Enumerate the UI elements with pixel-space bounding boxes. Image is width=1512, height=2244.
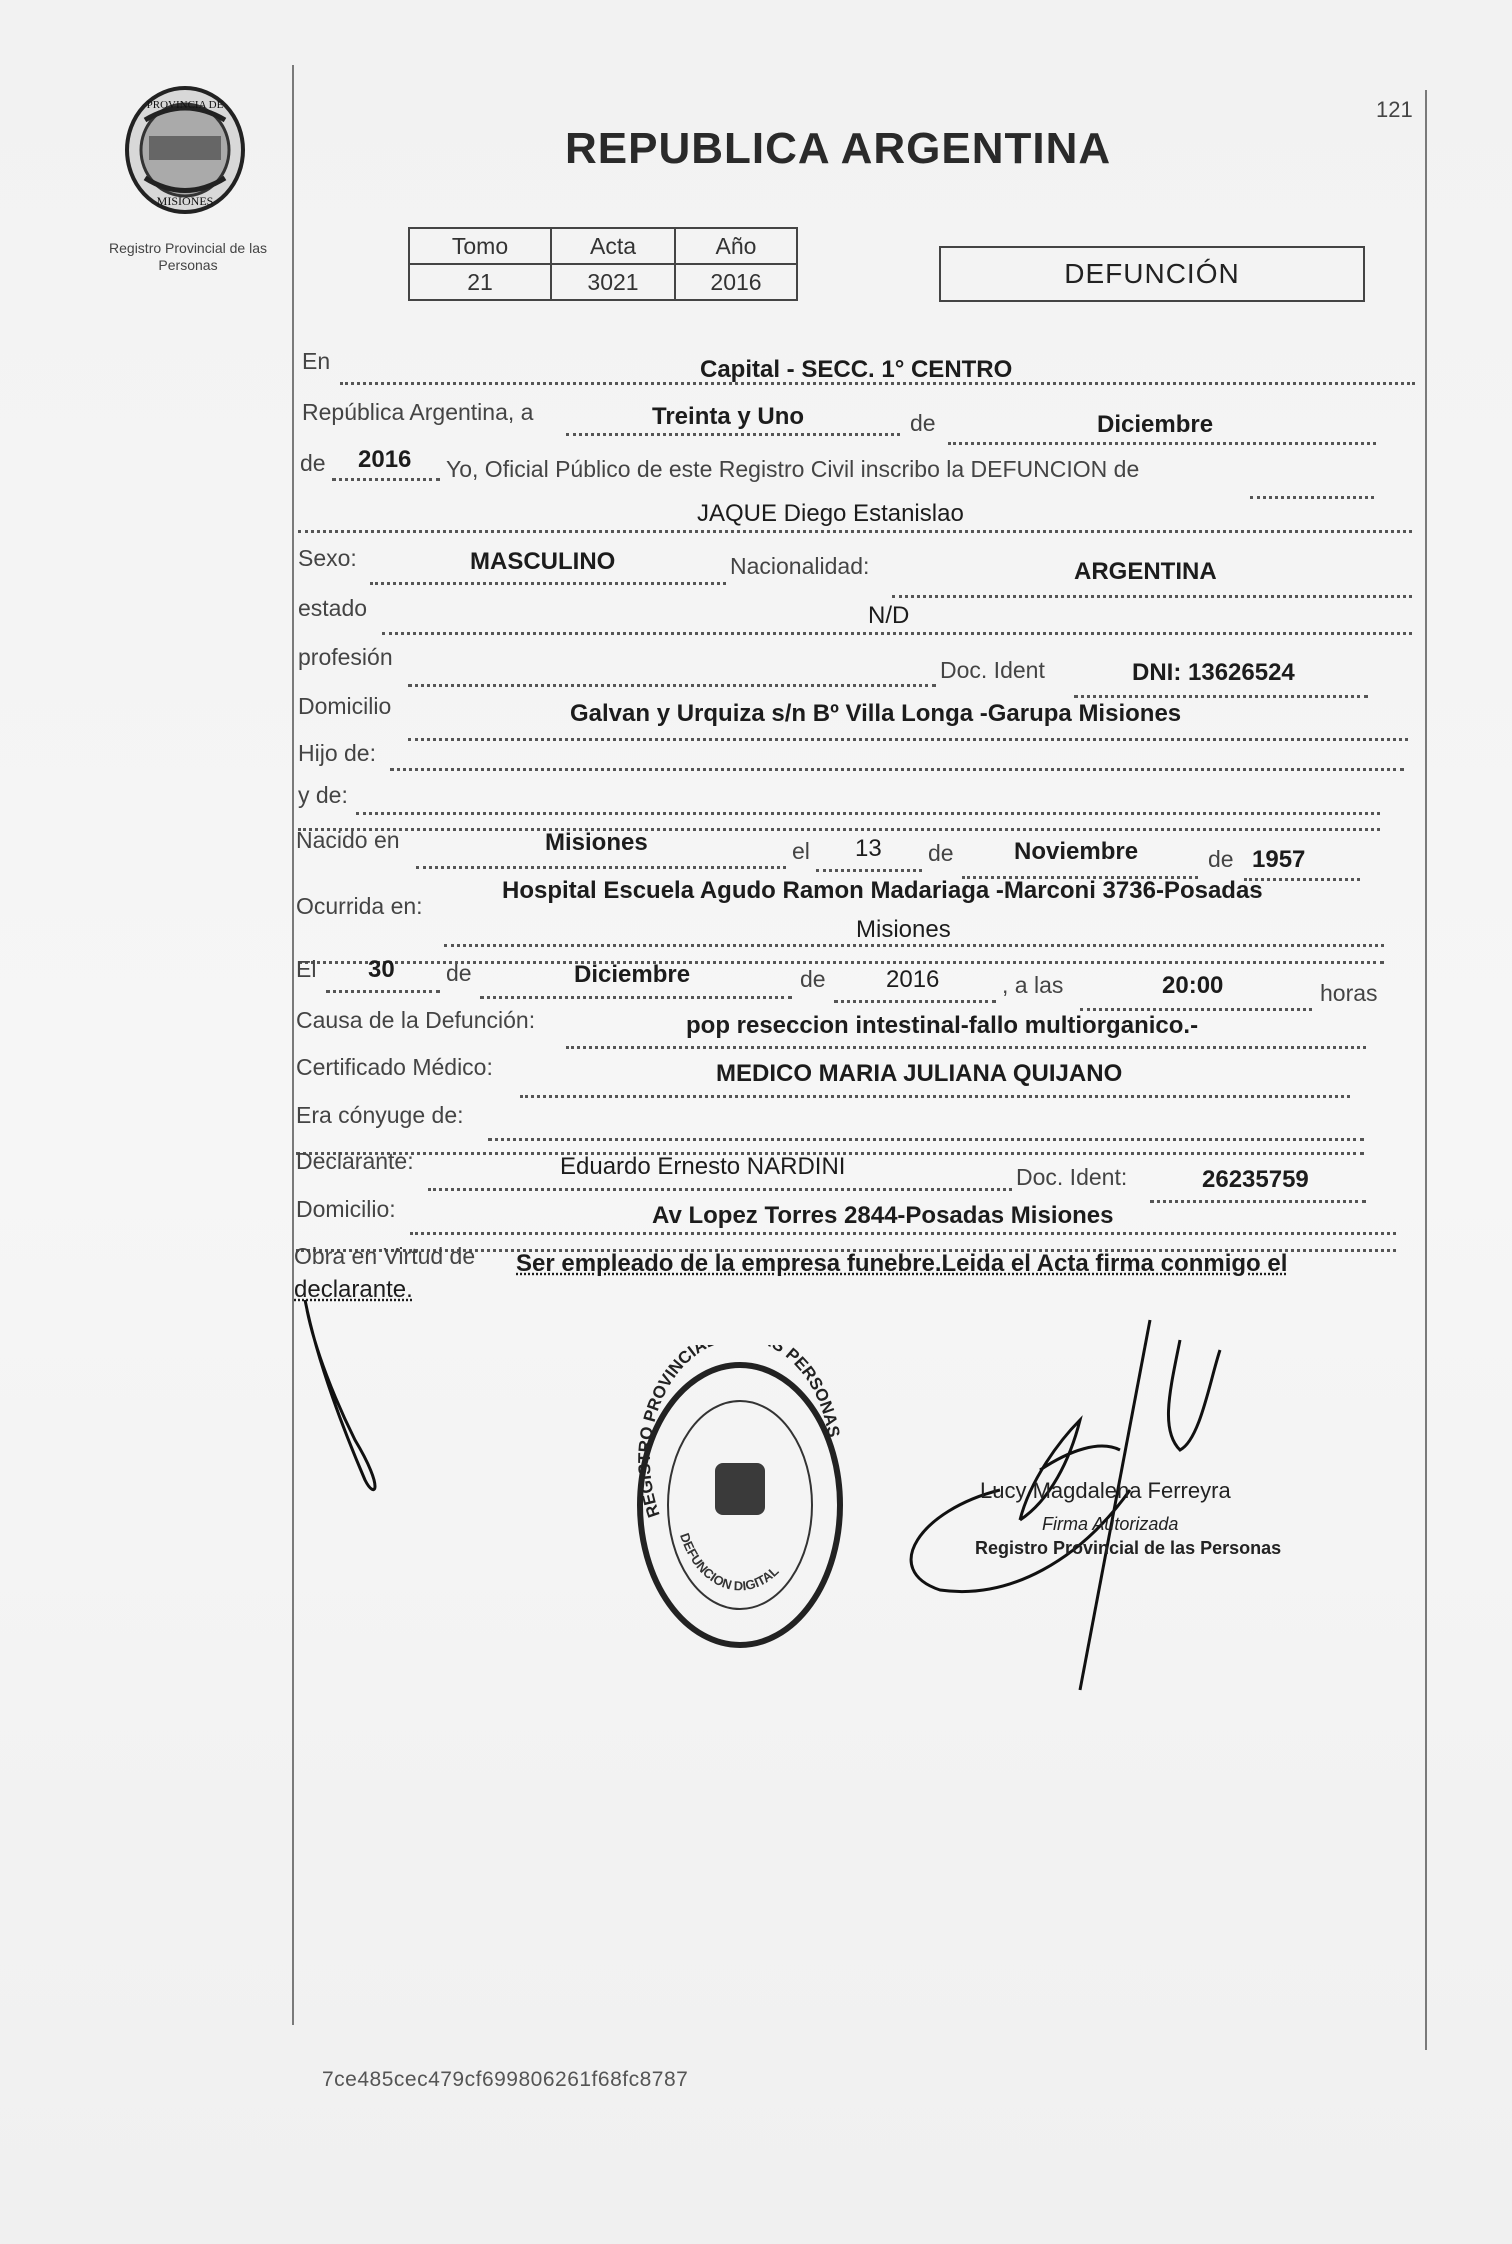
acta-header: Acta [551,228,675,264]
tomo-header: Tomo [409,228,551,264]
left-margin-line [292,65,294,2025]
location-value: Capital - SECC. 1° CENTRO [700,356,1013,383]
decl-doc-label: Doc. Ident: [1016,1164,1128,1190]
death-month-line [480,996,792,999]
estado-value: N/D [868,602,910,629]
nacido-label: Nacido en [296,827,400,853]
ocurrida-label: Ocurrida en: [296,893,423,919]
anio-value: 2016 [675,264,797,300]
birth-de-label: de [928,840,954,866]
sexo-line [370,582,726,585]
acta-value: 3021 [551,264,675,300]
birth-place: Misiones [545,829,648,856]
signer-office: Registro Provincial de las Personas [975,1538,1282,1558]
signer-name: Lucy Magdalena Ferreyra [980,1478,1231,1503]
hijo-line [390,768,1404,771]
domicilio-line [408,738,1408,741]
birth-day-line [816,869,922,872]
decl-domicilio-label: Domicilio: [296,1196,396,1222]
obra-text-2: declarante. [294,1276,413,1303]
right-margin-line [1425,90,1427,2050]
profesion-label: profesión [298,644,393,670]
province-emblem [115,78,255,223]
el2-label: El [296,956,317,982]
ocurrida-line1: Hospital Escuela Agudo Ramon Madariaga -Marconi 3736-Posadas [502,877,1263,904]
birth-day: 13 [855,835,882,862]
nacionalidad-line [892,595,1412,598]
inscribo-text: Yo, Oficial Público de este Registro Civil inscribo la DEFUNCION de [446,456,1140,482]
doc-ident-line [1074,695,1368,698]
emblem-bottom-text: MISIONES [156,194,214,208]
page-number: 121 [1376,97,1413,122]
death-year: 2016 [886,966,940,993]
certificado-line [520,1095,1350,1098]
doc-ident-label: Doc. Ident [940,657,1045,683]
decl-doc-value: 26235759 [1202,1166,1309,1193]
yde-line-2 [298,828,1380,831]
name-line [298,530,1412,533]
decl-doc-line [1150,1200,1366,1203]
causa-line [566,1046,1366,1049]
record-type-box: DEFUNCIÓN [939,246,1365,302]
death-de-label: de [446,960,472,986]
domicilio-value: Galvan y Urquiza s/n Bº Villa Longa -Garupa Misiones [570,700,1182,727]
de-label: de [910,410,936,436]
horas-label: horas [1320,980,1378,1006]
year-line [332,478,440,481]
page-title: REPUBLICA ARGENTINA [565,124,1112,173]
death-time: 20:00 [1162,972,1224,999]
obra-label: Obra en Virtud de [294,1243,476,1269]
sexo-value: MASCULINO [470,548,616,575]
el-label: el [792,838,810,864]
death-day: 30 [368,956,395,983]
yde-label: y de: [298,782,348,808]
alas-label: , a las [1002,972,1064,998]
nacionalidad-label: Nacionalidad: [730,553,870,579]
birth-month: Noviembre [1014,838,1139,865]
profesion-line [408,684,936,687]
causa-label: Causa de la Defunción: [296,1007,536,1033]
official-stamp [620,1345,860,1665]
death-day-words: Treinta y Uno [652,403,805,430]
decl-domicilio-line [410,1232,1396,1235]
estado-line [382,632,1412,635]
death-day-line [326,990,440,993]
deceased-name: JAQUE Diego Estanislao [697,500,964,527]
yde-line [356,812,1380,815]
death-year-line [834,1000,996,1003]
registration-year: 2016 [358,446,412,473]
sexo-label: Sexo: [298,545,357,571]
death-time-line [1080,1008,1312,1011]
hijo-label: Hijo de: [298,740,376,766]
birth-de-label-2: de [1208,846,1234,872]
certificado-label: Certificado Médico: [296,1054,493,1080]
year-prefix-label: de [300,450,326,476]
doc-ident-value: DNI: 13626524 [1132,659,1295,686]
en-label: En [302,348,331,374]
stamp-outer-text: REGISTRO PROVINCIA S PERSONAS [634,1345,844,1520]
inscribo-line [1250,496,1374,499]
republic-label: República Argentina, a [302,399,534,425]
declarante-label: Declarante: [296,1148,414,1174]
registry-name: Registro Provincial de las Personas [109,240,267,273]
certificado-value: MEDICO MARIA JULIANA QUIJANO [716,1060,1123,1087]
registration-month: Diciembre [1097,411,1214,438]
record-table [408,227,798,301]
tomo-value: 21 [409,264,551,300]
document-hash: 7ce485cec479cf699806261f68fc8787 [322,2068,689,2091]
obra-text: Ser empleado de la empresa funebre.Leida el Acta firma conmigo el [516,1250,1288,1277]
estado-label: estado [298,595,368,621]
signer-role: Firma Autorizada [1042,1514,1179,1534]
decl-domicilio-value: Av Lopez Torres 2844-Posadas Misiones [652,1202,1114,1229]
death-de-label-2: de [800,966,826,992]
nacido-line [416,866,786,869]
declarante-line [428,1188,1012,1191]
death-month: Diciembre [574,961,691,988]
causa-value: pop reseccion intestinal-fallo multiorganico.- [686,1012,1199,1039]
declarante-value: Eduardo Ernesto NARDINI [560,1153,846,1180]
domicilio-label: Domicilio [298,693,392,719]
ocurrida-line2: Misiones [856,916,951,943]
stamp-inner-text: DEFUNCION DIGITAL [677,1531,782,1594]
conyuge-label: Era cónyuge de: [296,1102,464,1128]
month-line [948,442,1376,445]
day-line [566,433,900,436]
nacionalidad-value: ARGENTINA [1074,558,1217,585]
conyuge-line [488,1138,1364,1141]
anio-header: Año [675,228,797,264]
emblem-top-text: PROVINCIA DE [146,99,224,111]
ocurrida-line [444,944,1384,947]
declarant-signature [295,1290,405,1510]
birth-year: 1957 [1252,846,1306,873]
